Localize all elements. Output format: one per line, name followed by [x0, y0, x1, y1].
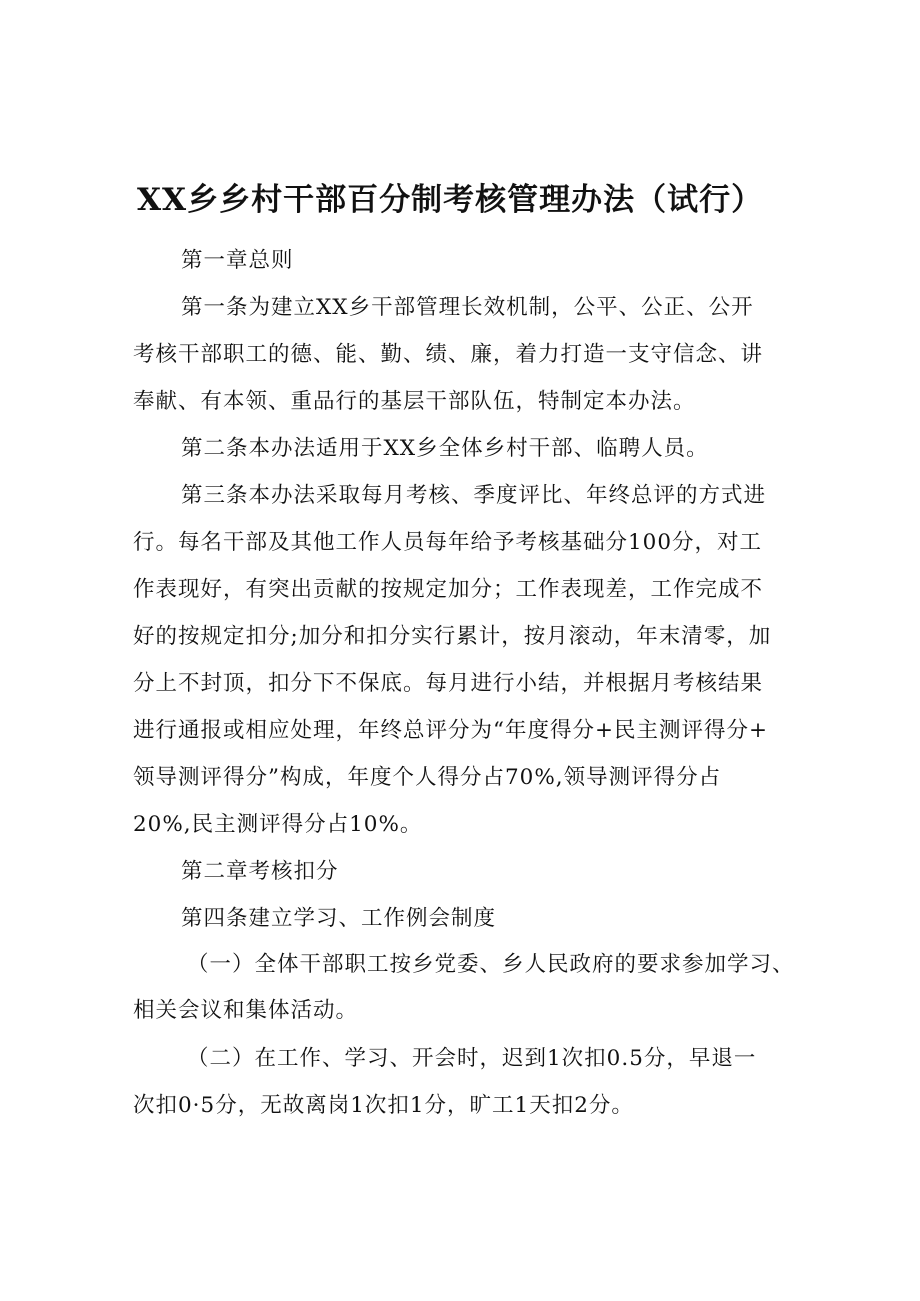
article-3-line-3: 作表现好，有突出贡献的按规定加分；工作表现差，工作完成不 — [133, 577, 764, 602]
article-3-line-8: 20%,民主测评得分占10%。 — [133, 812, 423, 837]
article-4-item-2-line-1: （二）在工作、学习、开会时，迟到1次扣0.5分，早退一 — [187, 1046, 757, 1071]
article-4-item-1-line-1: （一）全体干部职工按乡党委、乡人民政府的要求参加学习、 — [187, 952, 795, 977]
article-1-line-2: 考核干部职工的德、能、勤、绩、廉，着力打造一支守信念、讲 — [133, 342, 764, 367]
article-3-line-6: 进行通报或相应处理，年终总评分为“年度得分+民主测评得分+ — [133, 718, 769, 743]
article-1-line-1: 第一条为建立XX乡干部管理长效机制，公平、公正、公开 — [181, 295, 754, 320]
chapter-2-heading: 第二章考核扣分 — [181, 859, 339, 884]
article-3-line-2: 行。每名干部及其他工作人员每年给予考核基础分100分，对工 — [133, 530, 763, 555]
document-title: XX乡乡村干部百分制考核管理办法（试行） — [137, 182, 764, 218]
article-3-line-5: 分上不封顶，扣分下不保底。每月进行小结，并根据月考核结果 — [133, 671, 764, 696]
article-3-line-7: 领导测评得分”构成，年度个人得分占70%,领导测评得分占 — [133, 765, 722, 790]
article-2-line-1: 第二条本办法适用于XX乡全体乡村干部、临聘人员。 — [181, 436, 709, 461]
article-4-item-1-line-2: 相关会议和集体活动。 — [133, 998, 359, 1023]
article-4-item-2-line-2: 次扣0·5分，无故离岗1次扣1分，旷工1天扣2分。 — [133, 1093, 634, 1118]
article-1-line-3: 奉献、有本领、重品行的基层干部队伍，特制定本办法。 — [133, 389, 696, 414]
article-4-heading: 第四条建立学习、工作例会制度 — [181, 906, 497, 931]
article-3-line-4: 好的按规定扣分;加分和扣分实行累计，按月滚动，年末清零，加 — [133, 624, 772, 649]
article-3-line-1: 第三条本办法采取每月考核、季度评比、年终总评的方式进 — [181, 483, 767, 508]
chapter-1-heading: 第一章总则 — [181, 248, 294, 273]
